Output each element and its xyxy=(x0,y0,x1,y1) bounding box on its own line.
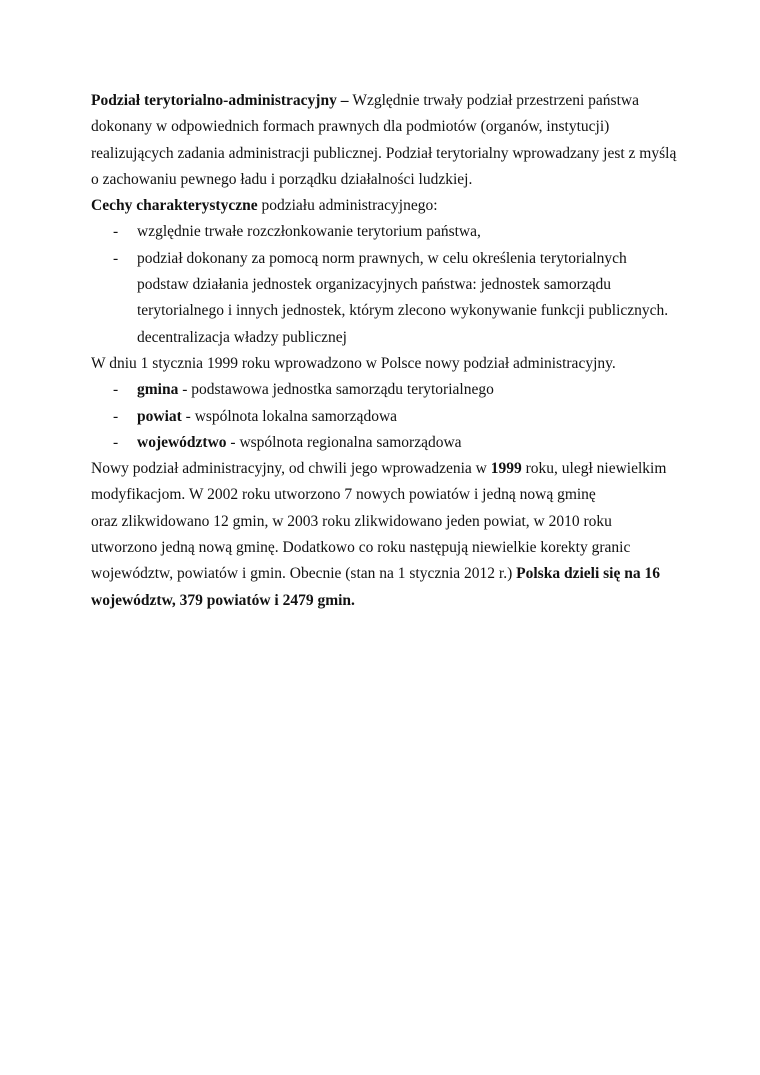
closing-text: województw, powiatów i gmin. Obecnie (stan na 1 stycznia 2012 r.) xyxy=(91,565,517,583)
bullet-dash: - xyxy=(113,433,119,451)
unit-desc-gmina: - podstawowa jednostka samorządu terytorialnego xyxy=(178,381,494,399)
intro-text-1: Względnie trwały podział przestrzeni państwa xyxy=(352,92,639,109)
list-item-line: terytorialnego i innych jednostek, którym zlecono wykonywanie funkcji publicznych. xyxy=(137,302,669,320)
list-item xyxy=(91,404,681,430)
closing-year: 1999 xyxy=(490,460,522,478)
closing-highlight: Polska dzieli się na 16 xyxy=(516,565,660,583)
intro-dash: – xyxy=(336,92,353,109)
unit-term-wojewodztwo: województwo xyxy=(137,433,227,451)
list-item xyxy=(91,430,681,456)
features-rest: podziału administracyjnego: xyxy=(257,197,438,215)
reform-sentence: W dniu 1 stycznia 1999 roku wprowadzono w Polsce nowy podział administracyjny. xyxy=(91,354,616,372)
list-item-line: względnie trwałe rozczłonkowanie terytorium państwa, xyxy=(137,223,481,241)
bullet-dash: - xyxy=(113,223,119,241)
features-heading xyxy=(91,193,681,219)
intro-line-1 xyxy=(91,88,681,114)
list-item-line: podstaw działania jednostek organizacyjnych państwa: jednostek samorządu xyxy=(137,276,612,294)
closing-line-2: modyfikacjom. W 2002 roku utworzono 7 nowych powiatów i jedną nową gminę xyxy=(91,486,596,504)
unit-desc-powiat: - wspólnota lokalna samorządowa xyxy=(181,407,398,425)
list-item xyxy=(91,219,681,245)
bullet-dash: - xyxy=(113,249,119,267)
closing-paragraph xyxy=(91,456,681,614)
unit-term-gmina: gmina xyxy=(137,381,179,399)
list-item xyxy=(91,377,681,403)
list-item-line: podział dokonany za pomocą norm prawnych, w celu określenia terytorialnych xyxy=(137,249,627,267)
intro-line-4: o zachowaniu pewnego ładu i porządku działalności ludzkiej. xyxy=(91,170,473,188)
units-list xyxy=(91,377,681,456)
closing-text: Nowy podział administracyjny, od chwili jego wprowadzenia w xyxy=(91,460,491,478)
closing-line-6: województw, 379 powiatów i 2479 gmin. xyxy=(91,591,355,609)
closing-line-3: oraz zlikwidowano 12 gmin, w 2003 roku zlikwidowano jeden powiat, w 2010 roku xyxy=(91,512,612,530)
closing-line-4: utworzono jedną nową gminę. Dodatkowo co roku następują niewielkie korekty granic xyxy=(91,539,631,557)
list-item-line: decentralizacja władzy publicznej xyxy=(137,328,347,346)
document-body xyxy=(91,88,681,614)
closing-line-5 xyxy=(91,561,681,587)
list-item xyxy=(91,246,681,351)
closing-line-1 xyxy=(91,456,681,482)
intro-term: Podział terytorialno-administracyjny xyxy=(91,92,337,109)
bullet-dash: - xyxy=(113,407,119,425)
unit-desc-wojewodztwo: - wspólnota regionalna samorządowa xyxy=(226,433,462,451)
unit-term-powiat: powiat xyxy=(137,407,182,425)
intro-line-3: realizujących zadania administracji publicznej. Podział terytorialny wprowadzany jest z myślą xyxy=(91,144,677,162)
features-term: Cechy charakterystyczne xyxy=(91,197,258,215)
intro-paragraph xyxy=(91,88,681,193)
intro-line-2: dokonany w odpowiednich formach prawnych dla podmiotów (organów, instytucji) xyxy=(91,118,610,136)
bullet-dash: - xyxy=(113,381,119,399)
closing-text: roku, uległ niewielkim xyxy=(521,460,667,478)
features-list xyxy=(91,219,681,350)
